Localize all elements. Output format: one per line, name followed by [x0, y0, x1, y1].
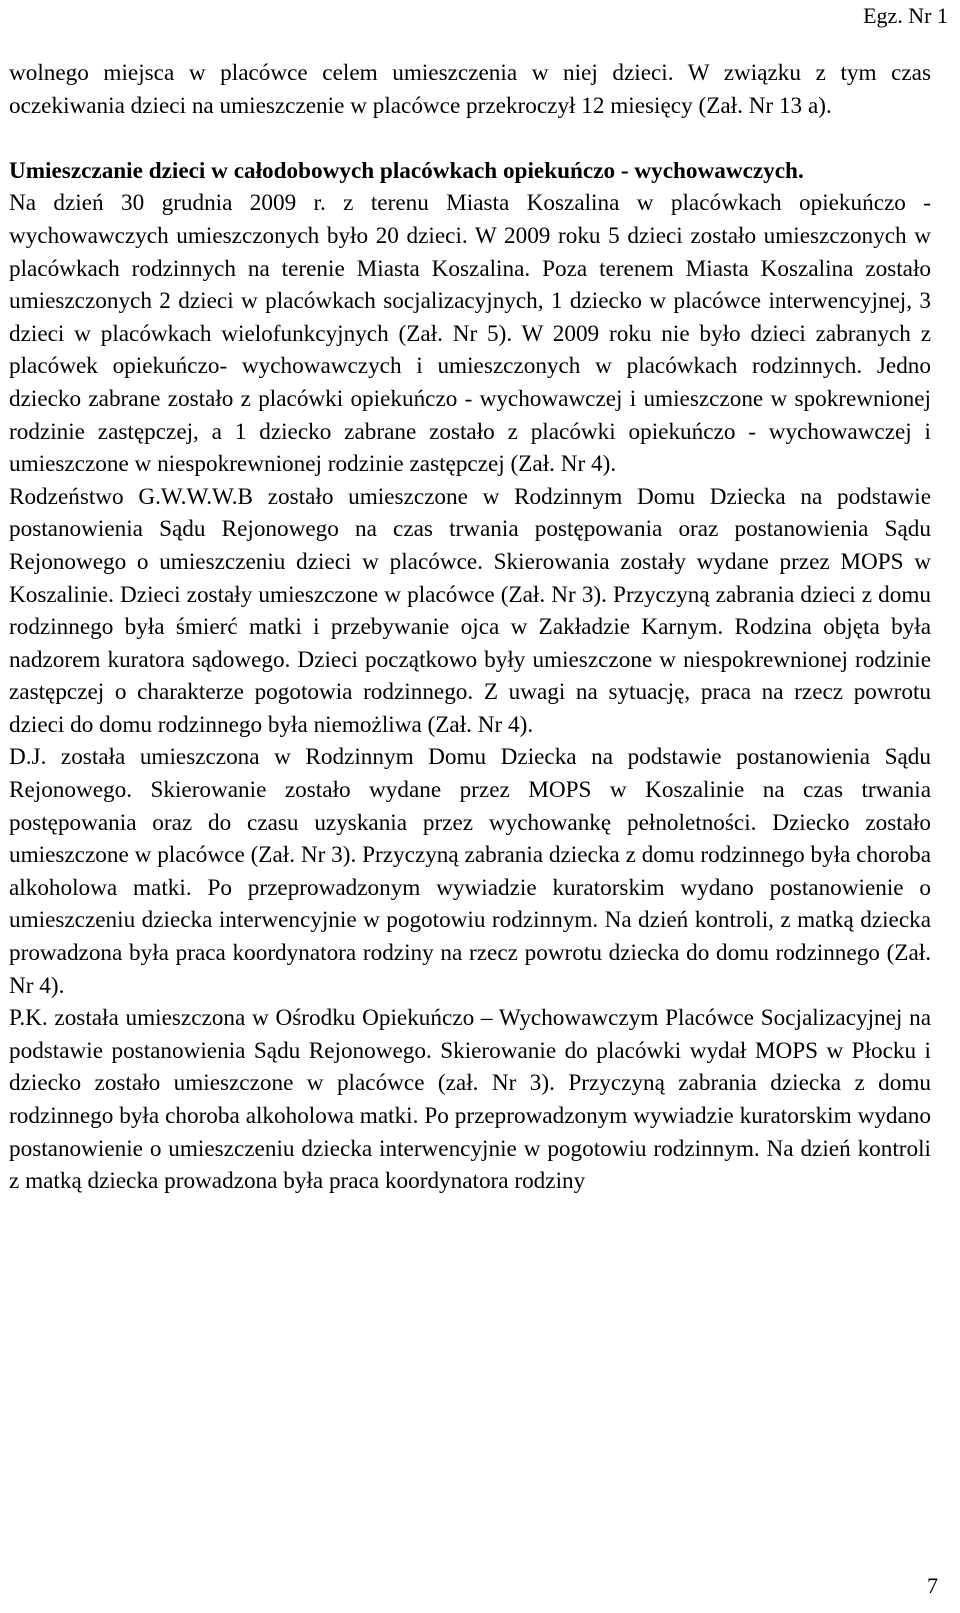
paragraph-spacer: [9, 122, 931, 155]
paragraph-case-siblings: Rodzeństwo G.W.W.W.B zostało umieszczone w Rodzinnym Domu Dziecka na podstawie postanowienia Sądu Rejonowego na czas trwania postępowania oraz postanowienia Sądu Rejonowego o umieszczeniu dzieci w placówce. Skierowania zostały wydane przez MOPS w Koszalinie. Dzieci zostały umieszczone w placówce (Zał. Nr 3). Przyczyną zabrania dzieci z domu rodzinnego była śmierć matki i przebywanie ojca w Zakładzie Karnym. Rodzina objęta była nadzorem kuratora sądowego. Dzieci początkowo były umieszczone w niespokrewnionej rodzinie zastępczej o charakterze pogotowia rodzinnego. Z uwagi na sytuację, praca na rzecz powrotu dzieci do domu rodzinnego była niemożliwa (Zał. Nr 4).: [9, 483, 931, 738]
section-heading: Umieszczanie dzieci w całodobowych placówkach opiekuńczo - wychowawczych.: [9, 157, 804, 184]
paragraph-intro: wolnego miejsca w placówce celem umieszczenia w niej dzieci. W związku z tym czas oczekiwania dzieci na umieszczenie w placówce przekroczył 12 miesięcy (Zał. Nr 13 a).: [9, 60, 931, 119]
paragraph-case-dj: D.J. została umieszczona w Rodzinnym Domu Dziecka na podstawie postanowienia Sądu Rejonowego. Skierowanie zostało wydane przez MOPS w Koszalinie na czas trwania postępowania oraz do czasu uzyskania przez wychowankę pełnoletności. Dziecko zostało umieszczone w placówce (Zał. Nr 3). Przyczyną zabrania dziecka z domu rodzinnego była choroba alkoholowa matki. Po przeprowadzonym wywiadzie kuratorskim wydano postanowienie o umieszczeniu dziecka interwencyjnie w pogotowiu rodzinnym. Na dzień kontroli, z matką dziecka prowadzona była praca koordynatora rodziny na rzecz powrotu dziecka do domu rodzinnego (Zał. Nr 4).: [9, 744, 931, 999]
page-number: 7: [927, 1573, 938, 1598]
copy-number-label: Egz. Nr 1: [863, 3, 948, 28]
paragraph-statistics: Na dzień 30 grudnia 2009 r. z terenu Miasta Koszalina w placówkach opiekuńczo - wychowawczych umieszczonych było 20 dzieci. W 2009 roku 5 dzieci zostało umieszczonych w placówkach rodzinnych na terenie Miasta Koszalina. Poza terenem Miasta Koszalina zostało umieszczonych 2 dzieci w placówkach socjalizacyjnych, 1 dziecko w placówce interwencyjnej, 3 dzieci w placówkach wielofunkcyjnych (Zał. Nr 5). W 2009 roku nie było dzieci zabranych z placówek opiekuńczo- wychowawczych i umieszczonych w placówkach rodzinnych. Jedno dziecko zabrane zostało z placówki opiekuńczo - wychowawczej i umieszczone w spokrewnionej rodzinie zastępczej, a 1 dziecko zabrane zostało z placówki opiekuńczo - wychowawczej i umieszczone w niespokrewnionej rodzinie zastępczej (Zał. Nr 4).: [9, 190, 931, 478]
document-body: [9, 57, 931, 1198]
paragraph-case-pk: P.K. została umieszczona w Ośrodku Opiekuńczo – Wychowawczym Placówce Socjalizacyjnej na podstawie postanowienia Sądu Rejonowego. Skierowanie do placówki wydał MOPS w Płocku i dziecko zostało umieszczone w placówce (zał. Nr 3). Przyczyną zabrania dziecka z domu rodzinnego była choroba alkoholowa matki. Po przeprowadzonym wywiadzie kuratorskim wydano postanowienie o umieszczeniu dziecka interwencyjnie w pogotowiu rodzinnym. Na dzień kontroli z matką dziecka prowadzona była praca koordynatora rodziny: [9, 1005, 931, 1195]
